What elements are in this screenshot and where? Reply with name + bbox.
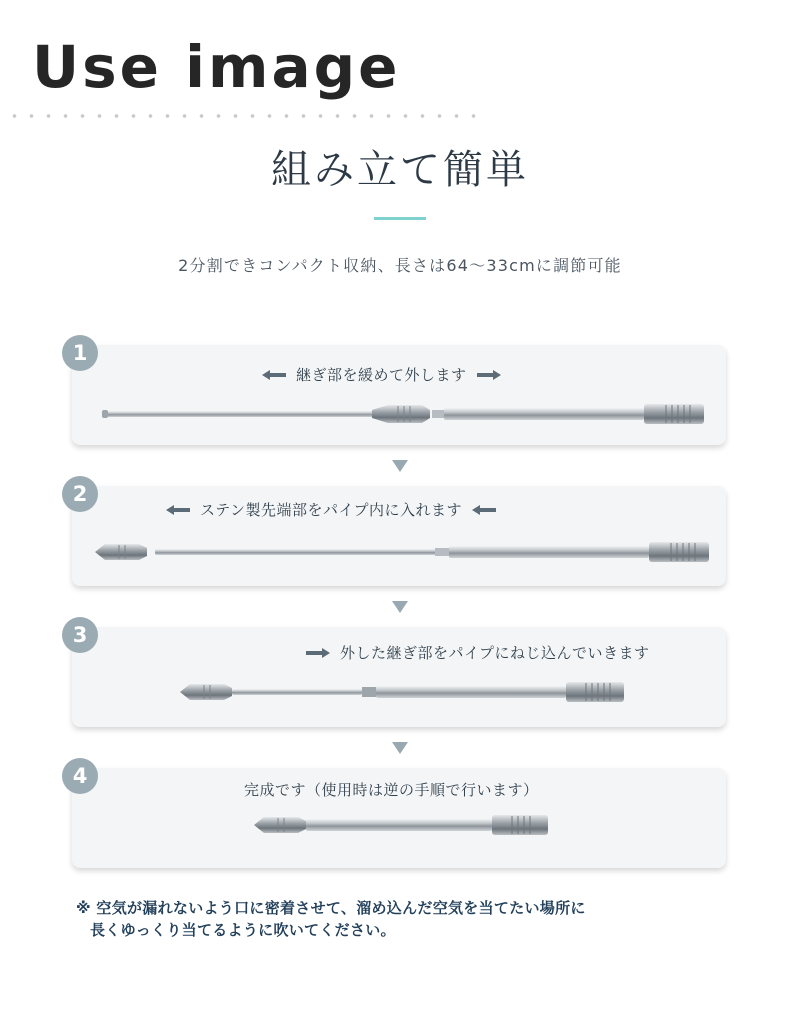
step-caption (262, 364, 501, 385)
section-heading: 組み立て簡単 (271, 147, 529, 193)
pipe-disassembled-illustration (100, 398, 710, 430)
step-number-badge: 1 (62, 335, 98, 371)
pipe-screw-illustration (180, 676, 630, 708)
down-triangle-icon (392, 601, 408, 613)
step-number-badge: 2 (62, 476, 98, 512)
step-number-badge: 3 (62, 617, 98, 653)
step-caption (166, 499, 496, 520)
arrow-right-icon (477, 370, 501, 380)
usage-note (76, 897, 756, 941)
arrow-right-icon (306, 648, 330, 658)
heading-underline (374, 217, 426, 220)
step-caption (244, 779, 539, 800)
section-subheading: 2分割できコンパクト収納、長さは64〜33cmに調節可能 (178, 256, 622, 275)
step-card-1 (72, 345, 726, 445)
step-caption-text: 外した継ぎ部をパイプにねじ込んでいきます (340, 644, 650, 662)
arrow-left-icon (166, 505, 190, 515)
step-caption-text: ステン製先端部をパイプ内に入れます (200, 501, 463, 519)
arrow-left-icon (262, 370, 286, 380)
dotted-divider (6, 113, 476, 119)
usage-note-line: 長くゆっくり当てるように吹いてください。 (90, 921, 396, 939)
step-caption-text: 継ぎ部を緩めて外します (296, 366, 467, 384)
step-caption (306, 642, 650, 663)
page-title: Use image (32, 33, 401, 101)
arrow-left-icon (472, 505, 496, 515)
step-caption-text: 完成です（使用時は逆の手順で行います） (244, 781, 539, 799)
usage-note-line: ※ 空気が漏れないよう口に密着させて、溜め込んだ空気を当てたい場所に (76, 899, 586, 917)
step-number-badge: 4 (62, 758, 98, 794)
pipe-insert-illustration (95, 536, 715, 568)
pipe-assembled-illustration (254, 810, 554, 840)
down-triangle-icon (392, 742, 408, 754)
down-triangle-icon (392, 460, 408, 472)
